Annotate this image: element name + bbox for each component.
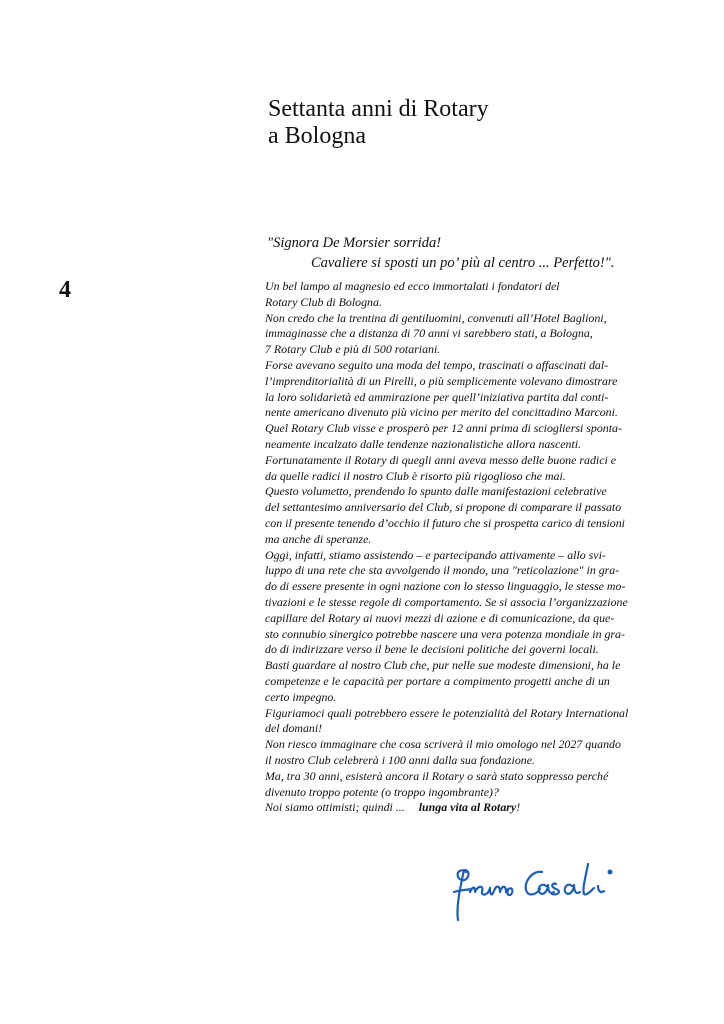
body-line: con il presente tenendo d’occhio il futuro che si prospetta carico di tensioni [265, 515, 625, 530]
body-line: Non riesco immaginare che cosa scriverà il mio omologo nel 2027 quando [265, 737, 621, 752]
body-line: Quel Rotary Club visse e prosperò per 12 anni prima di sciogliersi sponta- [265, 421, 622, 436]
body-line: Questo volumetto, prendendo lo spunto dalle manifestazioni celebrative [265, 484, 607, 499]
handwritten-signature [448, 858, 638, 924]
body-line: divenuto troppo potente (o troppo ingombrante)? [265, 784, 499, 799]
body-line: certo impegno. [265, 689, 337, 704]
body-line: luppo di una rete che sta avvolgendo il mondo, una "reticolazione" in gra- [265, 563, 620, 578]
page-number: 4 [59, 277, 71, 303]
body-line: da quelle radici il nostro Club è risorto più rigoglioso che mai. [265, 468, 566, 483]
body-line: tivazioni e le stesse regole di comportamento. Se si associa l’organizzazione [265, 594, 628, 609]
body-line: nente americano divenuto più vicino per merito del concittadino Marconi. [265, 405, 618, 420]
body-line: del settantesimo anniversario del Club, si propone di comparare il passato [265, 500, 622, 515]
quote-line-1: "Signora De Morsier sorrida! [267, 235, 442, 251]
closing-suffix: ! [516, 800, 521, 815]
body-line: Non credo che la trentina di gentiluomini, convenuti all’Hotel Baglioni, [265, 310, 607, 325]
body-text [265, 279, 629, 816]
body-line: Rotary Club di Bologna. [265, 294, 382, 309]
body-line: il nostro Club celebrerà i 100 anni dalla sua fondazione. [265, 752, 535, 767]
body-line: competenze e le capacità per portare a compimento progetti anche di un [265, 673, 610, 688]
title-line-2: a Bologna [268, 123, 366, 149]
body-line: neamente incalzato dalle tendenze nazionalistiche allora nascenti. [265, 436, 582, 451]
body-line: del domani! [265, 721, 323, 736]
body-line: capillare del Rotary ai nuovi mezzi di azione e di comunicazione, da que- [265, 610, 615, 625]
body-line: Un bel lampo al magnesio ed ecco immortalati i fondatori del [265, 279, 560, 293]
body-line: ma anche di speranze. [265, 531, 372, 546]
body-line: Ma, tra 30 anni, esisterà ancora il Rotary o sarà stato soppresso perché [265, 768, 609, 783]
closing-emphasis: lunga vita al Rotary [418, 800, 517, 815]
closing-prefix: Noi siamo ottimisti; quindi ... [265, 800, 405, 815]
body-line: 7 Rotary Club e più di 500 rotariani. [265, 342, 441, 357]
body-line: Figuriamoci quali potrebbero essere le potenzialità del Rotary International [265, 705, 629, 720]
opening-quote [267, 233, 687, 273]
body-line: Basti guardare al nostro Club che, pur nelle sue modeste dimensioni, ha le [265, 658, 621, 673]
page-title [268, 96, 688, 150]
body-line: do di indirizzare verso il bene le decisioni politiche dei governi locali. [265, 642, 599, 657]
closing-line [265, 800, 629, 816]
body-line: Forse avevano seguito una moda del tempo, trascinati o affascinati dal- [265, 357, 609, 372]
quote-line-2: Cavaliere si sposti un po’ più al centro ... Perfetto!". [311, 255, 615, 271]
body-line: immaginasse che a distanza di 70 anni vi sarebbero stati, a Bologna, [265, 326, 593, 341]
body-line: l’imprenditorialità di un Pirelli, o più semplicemente volevano dimostrare [265, 373, 618, 388]
body-line: sto connubio sinergico potrebbe nascere una vera potenza mondiale in gra- [265, 626, 625, 641]
title-line-1: Settanta anni di Rotary [268, 96, 489, 122]
body-line: Oggi, infatti, stiamo assistendo – e partecipando attivamente – allo svi- [265, 547, 606, 562]
body-line: Fortunatamente il Rotary di quegli anni aveva messo delle buone radici e [265, 452, 617, 467]
body-line: do di essere presente in ogni nazione con lo stesso linguaggio, le stesse mo- [265, 579, 626, 594]
body-line: la loro solidarietà ed ammirazione per quell’iniziativa partita dal conti- [265, 389, 609, 404]
